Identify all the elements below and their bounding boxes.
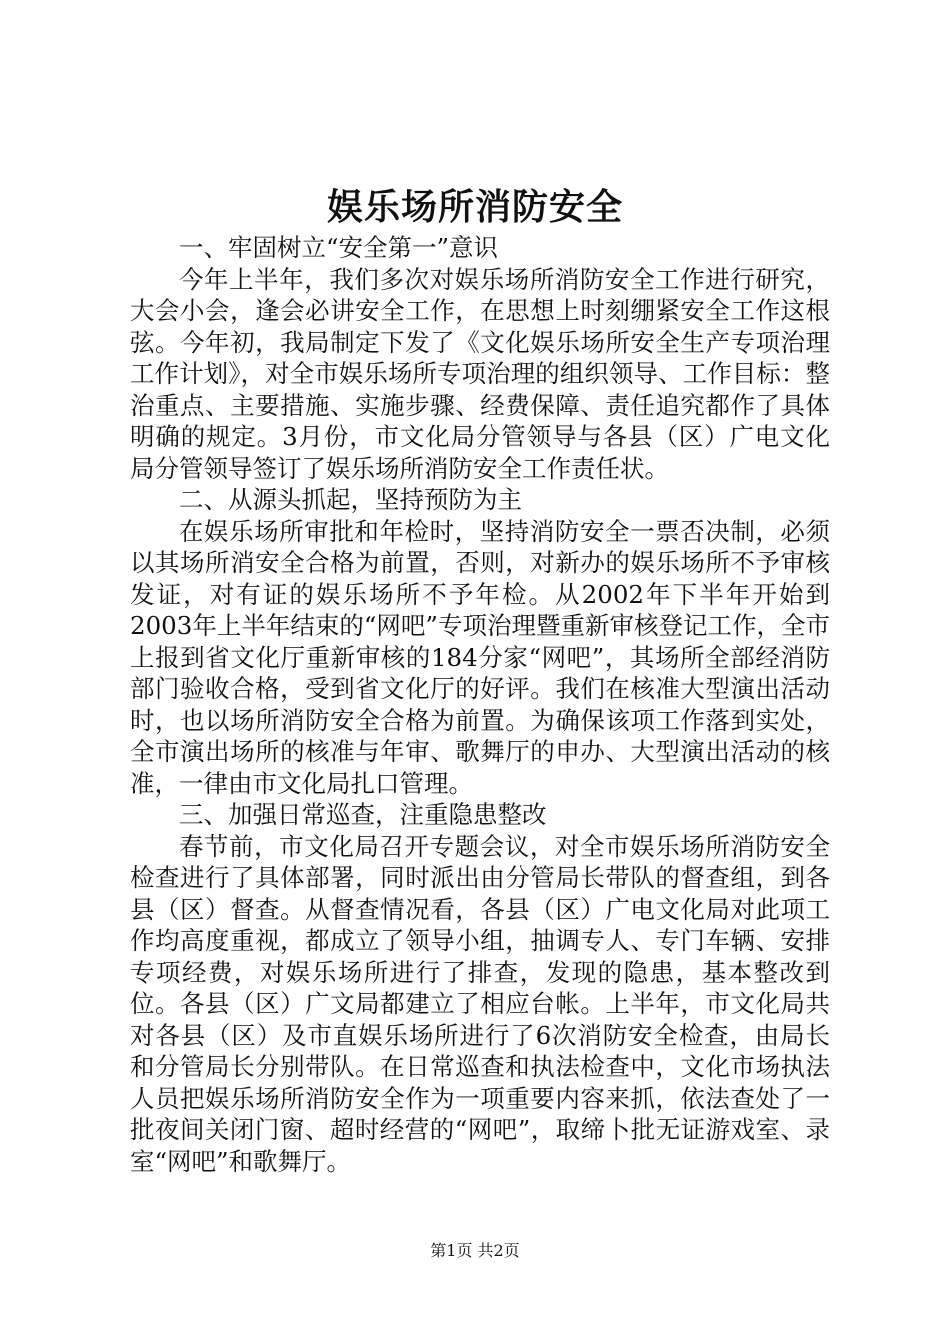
page-footer: 第1页 共2页 [430,1241,520,1260]
section-heading-2: 二、从源头抓起，坚持预防为主 [179,485,522,514]
section-heading-1: 一、牢固树立“安全第一”意识 [179,233,499,262]
body-paragraph-1: 今年上半年，我们多次对娱乐场所消防安全工作进行研究，大会小会，逢会必讲安全工作，在思想上时刻绷紧安全工作这根弦。今年初，我局制定下发了《文化娱乐场所安全生产专项治理工作计划》，对全市娱乐场所专项治理的组织领导、工作目标：整治重点、主要措施、实施步骤、经费保障、责任追究都作了具体明确的规定。3月份，市文化局分管领导与各县（区）广电文化局分管领导签订了娱乐场所消防安全工作责任状。 [130,264,830,483]
document-title: 娱乐场所消防安全 [326,186,623,228]
section-heading-3: 三、加强日常巡查，注重隐患整改 [179,800,547,829]
body-paragraph-2: 在娱乐场所审批和年检时，坚持消防安全一票否决制，必须以其场所消安全合格为前置，否则，对新办的娱乐场所不予审核发证，对有证的娱乐场所不予年检。从2002年下半年开始到2003年上半年结束的“网吧”专项治理暨重新审核登记工作，全市上报到省文化厅重新审核的184分家“网吧”，其场所全部经消防部门验收合格，受到省文化厅的好评。我们在核准大型演出活动时，也以场所消防安全合格为前置。为确保该项工作落到实处，全市演出场所的核准与年审、歌舞厅的申办、大型演出活动的核准，一律由市文化局扎口管理。 [130,516,830,798]
document-body [130,232,830,1177]
body-paragraph-3: 春节前，市文化局召开专题会议，对全市娱乐场所消防安全检查进行了具体部署，同时派出由分管局长带队的督查组，到各县（区）督查。从督查情况看，各县（区）广电文化局对此项工作均高度重视，都成立了领导小组，抽调专人、专门车辆、安排专项经费，对娱乐场所进行了排查，发现的隐患，基本整改到位。各县（区）广文局都建立了相应台帐。上半年，市文化局共对各县（区）及市直娱乐场所进行了6次消防安全检查，由局长和分管局长分别带队。在日常巡查和执法检查中，文化市场执法人员把娱乐场所消防安全作为一项重要内容来抓，依法查处了一批夜间关闭门窗、超时经营的“网吧”，取缔卜批无证游戏室、录室“网吧”和歌舞厅。 [130,831,830,1176]
